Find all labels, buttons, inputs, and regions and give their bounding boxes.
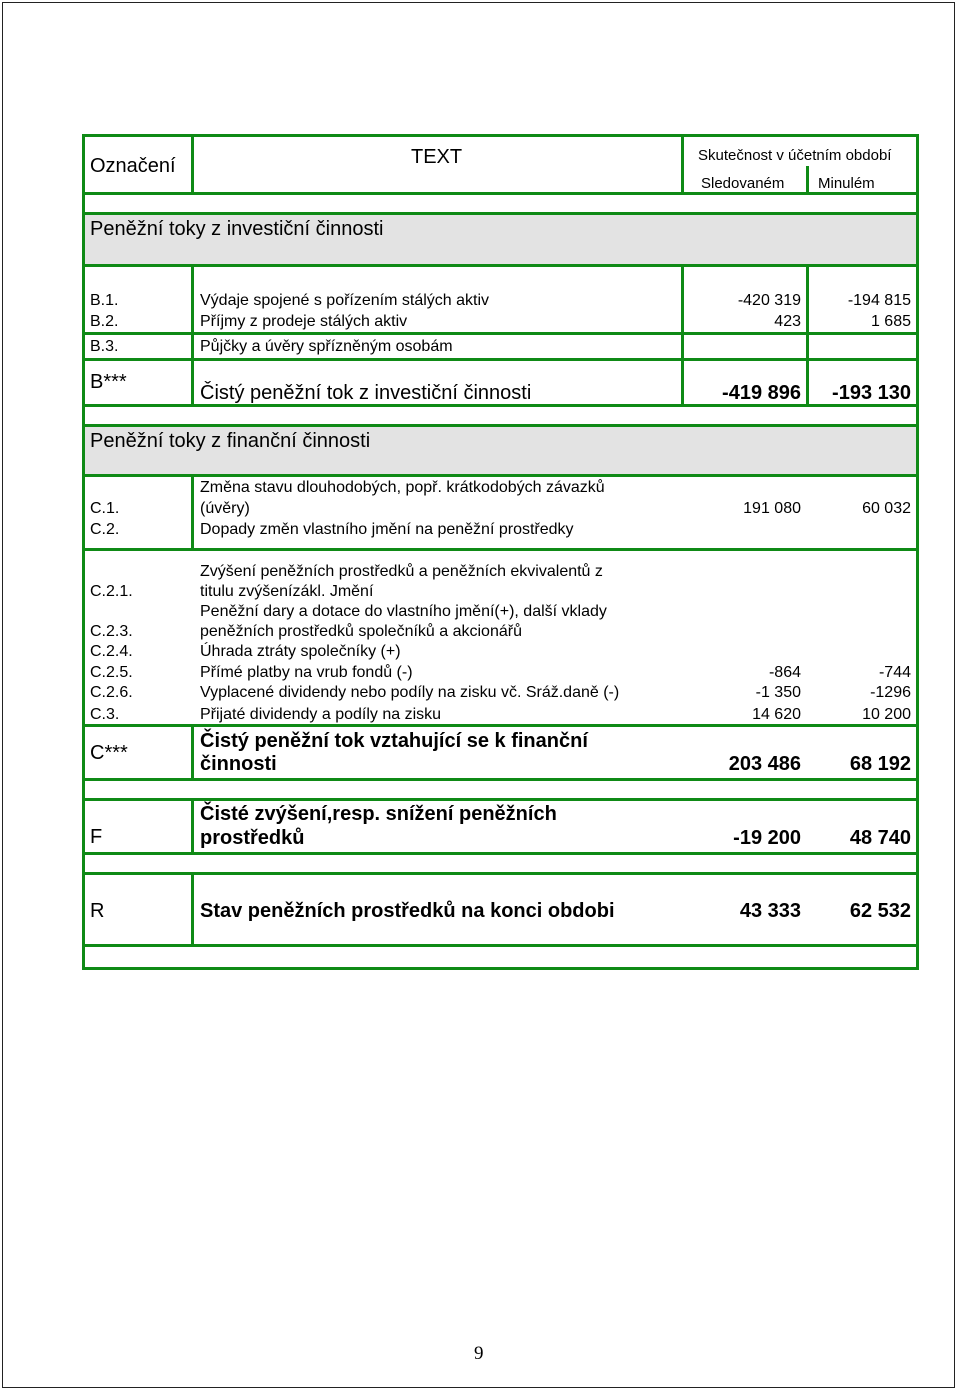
financing-total-current: 203 486 [728, 753, 801, 775]
row-code: B.3. [90, 338, 119, 355]
row-text: Vyplacené dividendy nebo podíly na zisku vč. Sráž.daně (-) [200, 684, 620, 701]
header-oznaceni: Označení [90, 155, 176, 177]
net-change-text-line2: prostředků [200, 827, 305, 849]
investment-total-current: -419 896 [722, 382, 801, 404]
row-code: C.2.4. [90, 643, 133, 660]
row-code: C.3. [90, 706, 120, 723]
row-code: B.2. [90, 313, 119, 330]
investment-total-text: Čistý peněžní tok z investiční činnosti [200, 382, 532, 404]
row-code: C.2. [90, 521, 120, 538]
net-change-text-line1: Čisté zvýšení,resp. snížení peněžních [200, 803, 557, 825]
header-minulem: Minulém [818, 175, 875, 192]
ending-previous: 62 532 [849, 900, 911, 922]
row-current: 14 620 [752, 706, 801, 723]
header-text: TEXT [411, 146, 463, 168]
net-change-current: -19 200 [733, 827, 801, 849]
row-code: C.2.1. [90, 583, 133, 600]
financing-section-title: Peněžní toky z finanční činnosti [90, 430, 371, 452]
row-code: B.1. [90, 292, 119, 309]
row-text: Přijaté dividendy a podíly na zisku [200, 706, 442, 723]
investment-section-title: Peněžní toky z investiční činnosti [90, 218, 384, 240]
row-text: Příjmy z prodeje stálých aktiv [200, 313, 408, 330]
net-change-code: F [90, 826, 103, 848]
investment-total-code: B*** [90, 371, 127, 393]
row-text-line2: peněžních prostředků společníků a akcionářů [200, 623, 522, 640]
row-current: 423 [774, 313, 801, 330]
financing-total-text-line1: Čistý peněžní tok vztahující se k finanční [200, 730, 588, 752]
row-current: -1 350 [755, 684, 801, 701]
ending-current: 43 333 [739, 900, 801, 922]
financing-total-previous: 68 192 [849, 753, 911, 775]
row-text: Výdaje spojené s pořízením stálých aktiv [200, 292, 490, 309]
row-current: -420 319 [737, 292, 801, 309]
ending-text: Stav peněžních prostředků na konci obdobi [200, 900, 615, 922]
row-previous: 1 685 [870, 313, 911, 330]
net-change-previous: 48 740 [849, 827, 911, 849]
row-code: C.2.5. [90, 664, 133, 681]
row-previous: -1296 [870, 684, 911, 701]
row-text: Přímé platby na vrub fondů (-) [200, 664, 413, 681]
investment-total-previous: -193 130 [832, 382, 911, 404]
row-code: C.2.3. [90, 623, 133, 640]
row-previous: -194 815 [847, 292, 911, 309]
row-previous: 60 032 [862, 500, 911, 517]
ending-code: R [90, 900, 105, 922]
row-previous: 10 200 [862, 706, 911, 723]
row-text-line2: (úvěry) [200, 500, 250, 517]
row-text: Půjčky a úvěry spřízněným osobám [200, 338, 453, 355]
row-text: Úhrada ztráty společníky (+) [200, 643, 401, 660]
row-text-line1: Peněžní dary a dotace do vlastního jmění(+), další vklady [200, 603, 607, 620]
row-current: 191 080 [743, 500, 801, 517]
row-code: C.2.6. [90, 684, 133, 701]
financing-total-text-line2: činnosti [200, 753, 277, 775]
row-text-line2: titulu zvýšenízákl. Jmění [200, 583, 374, 600]
header-sledovanem: Sledovaném [701, 175, 785, 192]
row-previous: -744 [878, 664, 911, 681]
row-current: -864 [768, 664, 801, 681]
row-text: Dopady změn vlastního jmění na peněžní prostředky [200, 521, 574, 538]
financing-total-code: C*** [90, 742, 128, 764]
row-text-line1: Změna stavu dlouhodobých, popř. krátkodobých závazků [200, 479, 605, 496]
row-text-line1: Zvýšení peněžních prostředků a peněžních ekvivalentů z [200, 563, 603, 580]
row-code: C.1. [90, 500, 120, 517]
page-number: 9 [474, 1343, 484, 1364]
header-skutecnost: Skutečnost v účetním období [698, 147, 892, 164]
